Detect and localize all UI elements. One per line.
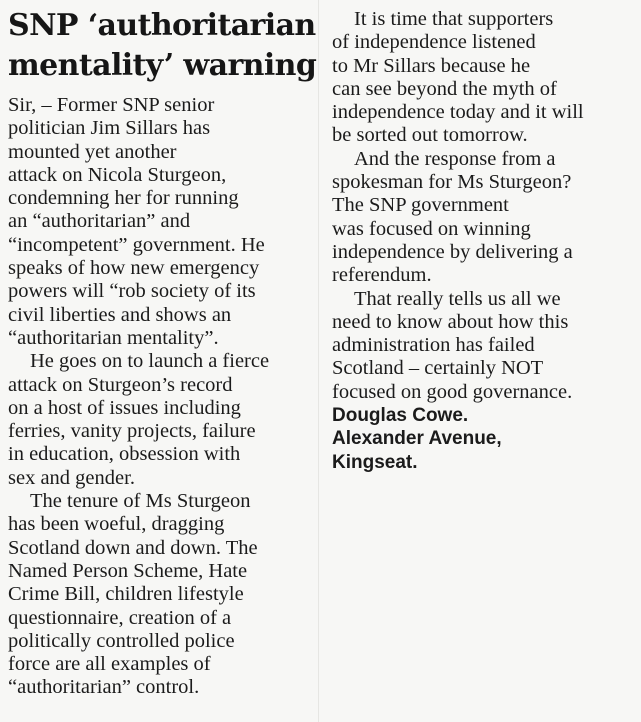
body-text-line: can see beyond the myth of bbox=[332, 77, 557, 100]
body-text-line: independence today and it will bbox=[332, 101, 584, 124]
body-text-line: attack on Nicola Sturgeon, bbox=[8, 163, 227, 186]
letter-body-left bbox=[8, 94, 310, 700]
body-text-line: has been woeful, dragging bbox=[8, 513, 225, 536]
body-text-line: an “authoritarian” and bbox=[8, 210, 191, 233]
body-text-line: to Mr Sillars because he bbox=[332, 54, 531, 77]
body-text-line: on a host of issues including bbox=[8, 396, 241, 419]
headline-line: SNP ‘authoritarian bbox=[8, 8, 316, 43]
body-text-line: The tenure of Ms Sturgeon bbox=[30, 490, 251, 513]
body-text-line: force are all examples of bbox=[8, 653, 211, 676]
body-text-line: Crime Bill, children lifestyle bbox=[8, 583, 244, 606]
body-text-line: administration has failed bbox=[332, 334, 535, 357]
letter-signature bbox=[332, 404, 632, 474]
body-text-line: “authoritarian mentality”. bbox=[8, 326, 219, 349]
right-column bbox=[332, 8, 632, 474]
body-text-line: He goes on to launch a fierce bbox=[30, 350, 270, 373]
body-text-line: powers will “rob society of its bbox=[8, 280, 256, 303]
body-text-line: Named Person Scheme, Hate bbox=[8, 559, 248, 582]
body-text-line: focused on good governance. bbox=[332, 380, 573, 403]
body-text-line: referendum. bbox=[332, 264, 432, 287]
body-text-line: ferries, vanity projects, failure bbox=[8, 420, 256, 443]
signature-town: Kingseat. bbox=[332, 451, 418, 473]
body-text-line: questionnaire, creation of a bbox=[8, 606, 232, 629]
body-text-line: politician Jim Sillars has bbox=[8, 117, 211, 140]
body-text-line: in education, obsession with bbox=[8, 443, 241, 466]
body-text-line: politically controlled police bbox=[8, 629, 235, 652]
body-text-line: need to know about how this bbox=[332, 310, 569, 333]
body-text-line: Scotland – certainly NOT bbox=[332, 357, 544, 380]
body-text-line: be sorted out tomorrow. bbox=[332, 124, 528, 147]
body-text-line: “incompetent” government. He bbox=[8, 233, 265, 256]
body-text-line: The SNP government bbox=[332, 194, 509, 217]
body-text-line: of independence listened bbox=[332, 31, 536, 54]
body-text-line: attack on Sturgeon’s record bbox=[8, 373, 233, 396]
body-text-line: condemning her for running bbox=[8, 187, 239, 210]
column-divider bbox=[318, 0, 319, 722]
body-text-line: Sir, – Former SNP senior bbox=[8, 94, 215, 116]
body-text-line: spokesman for Ms Sturgeon? bbox=[332, 171, 572, 194]
body-text-line: independence by delivering a bbox=[332, 240, 573, 263]
body-text-line: sex and gender. bbox=[8, 466, 135, 489]
body-text-line: And the response from a bbox=[354, 147, 556, 170]
body-text-line: speaks of how new emergency bbox=[8, 257, 260, 280]
headline-line: mentality’ warning bbox=[8, 48, 317, 83]
left-column bbox=[8, 6, 317, 700]
signature-street: Alexander Avenue, bbox=[332, 428, 502, 450]
body-text-line: It is time that supporters bbox=[354, 8, 554, 30]
body-text-line: mounted yet another bbox=[8, 140, 177, 163]
body-text-line: That really tells us all we bbox=[354, 287, 561, 310]
letter-body-right bbox=[332, 8, 632, 404]
signature-name: Douglas Cowe. bbox=[332, 405, 469, 427]
body-text-line: “authoritarian” control. bbox=[8, 676, 200, 699]
body-text-line: civil liberties and shows an bbox=[8, 303, 232, 326]
body-text-line: was focused on winning bbox=[332, 217, 531, 240]
letter-headline bbox=[8, 6, 317, 86]
body-text-line: Scotland down and down. The bbox=[8, 536, 258, 559]
